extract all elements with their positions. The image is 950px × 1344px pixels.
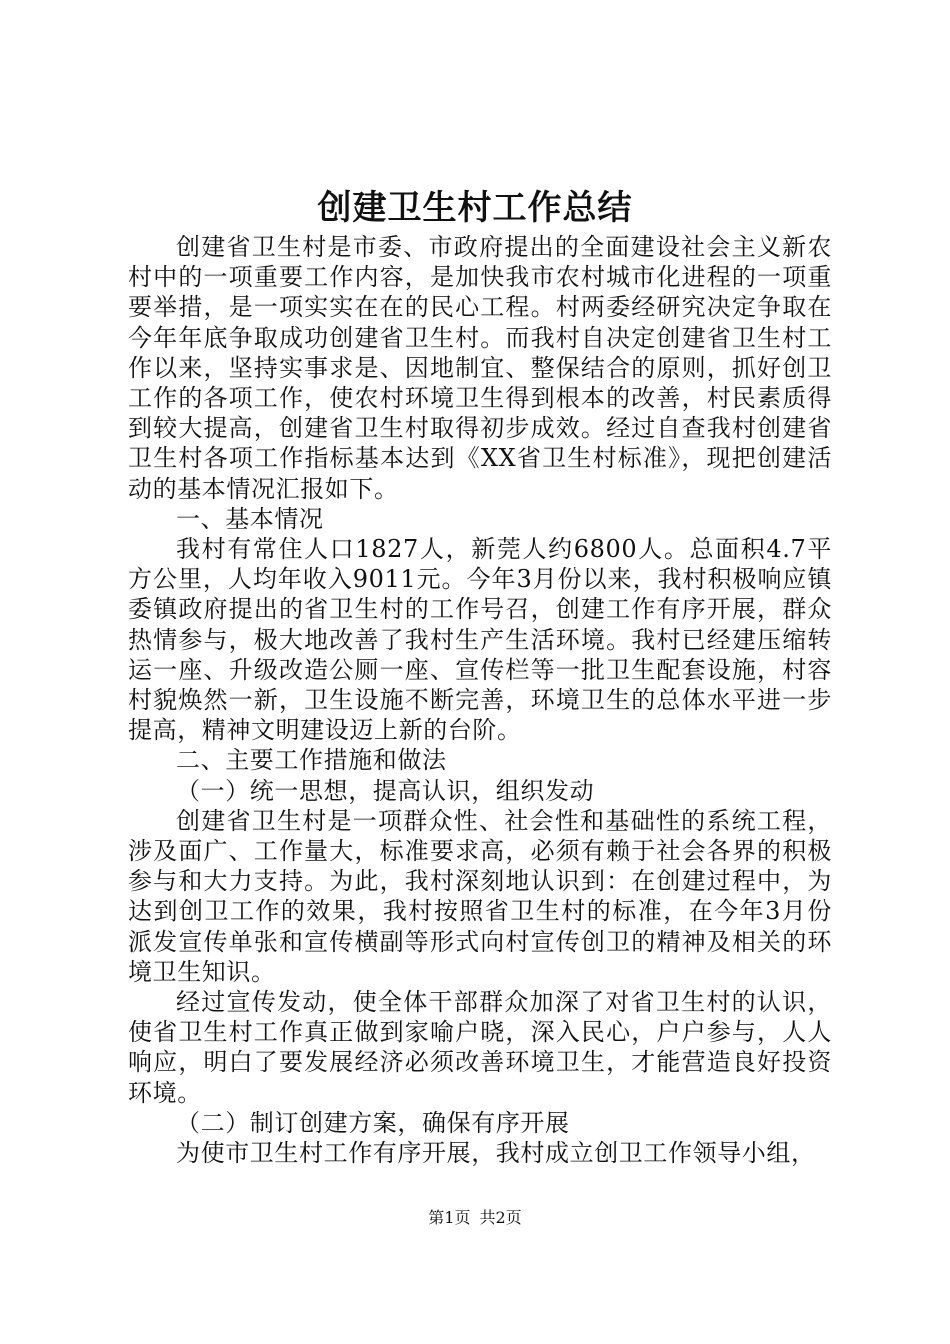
paragraph-basic-info: 我村有常住人口1827人，新莞人约6800人。总面积4.7平方公里，人均年收入9011元。今年3月份以来，我村积极响应镇委镇政府提出的省卫生村的工作号召，创建工作有序开展，群众热情参与，极大地改善了我村生产生活环境。我村已经建压缩转运一座、升级改造公厕一座、宣传栏等一批卫生配套设施，村容村貌焕然一新，卫生设施不断完善，环境卫生的总体水平进一步提高，精神文明建设迈上新的台阶。 [128,535,832,745]
page-total: 共2页 [479,1208,522,1227]
section-heading-measures: 二、主要工作措施和做法 [176,746,447,775]
paragraph-intro: 创建省卫生村是市委、市政府提出的全面建设社会主义新农村中的一项重要工作内容，是加快我市农村城市化进程的一项重要举措，是一项实实在在的民心工程。村两委经研究决定争取在今年年底争取成功创建省卫生村。而我村自决定创建省卫生村工作以来，坚持实事求是、因地制宜、整保结合的原则，抓好创卫工作的各项工作，使农村环境卫生得到根本的改善，村民素质得到较大提高，创建省卫生村取得初步成效。经过自查我村创建省卫生村各项工作指标基本达到《XX省卫生村标准》，现把创建活动的基本情况汇报如下。 [128,233,832,503]
page-footer [0,1206,950,1230]
document-body [128,232,832,1168]
page-number: 第1页 [428,1208,471,1227]
subsection-heading-1: （一）统一思想，提高认识，组织发动 [176,776,595,805]
paragraph-measure-1-result: 经过宣传发动，使全体干部群众加深了对省卫生村的认识，使省卫生村工作真正做到家喻户晓，深入民心，户户参与，人人响应，明白了要发展经济必须改善环境卫生，才能营造良好投资环境。 [128,988,832,1107]
section-heading-basic: 一、基本情况 [176,504,324,533]
paragraph-measure-2: 为使市卫生村工作有序开展，我村成立创卫工作领导小组， [176,1139,816,1168]
document-title: 创建卫生村工作总结 [317,188,633,228]
paragraph-measure-1: 创建省卫生村是一项群众性、社会性和基础性的系统工程，涉及面广、工作量大，标准要求高，必须有赖于社会各界的积极参与和大力支持。为此，我村深刻地认识到：在创建过程中，为达到创卫工作的效果，我村按照省卫生村的标准，在今年3月份派发宣传单张和宣传横副等形式向村宣传创卫的精神及相关的环境卫生知识。 [128,806,832,986]
subsection-heading-2: （二）制订创建方案，确保有序开展 [176,1108,570,1137]
